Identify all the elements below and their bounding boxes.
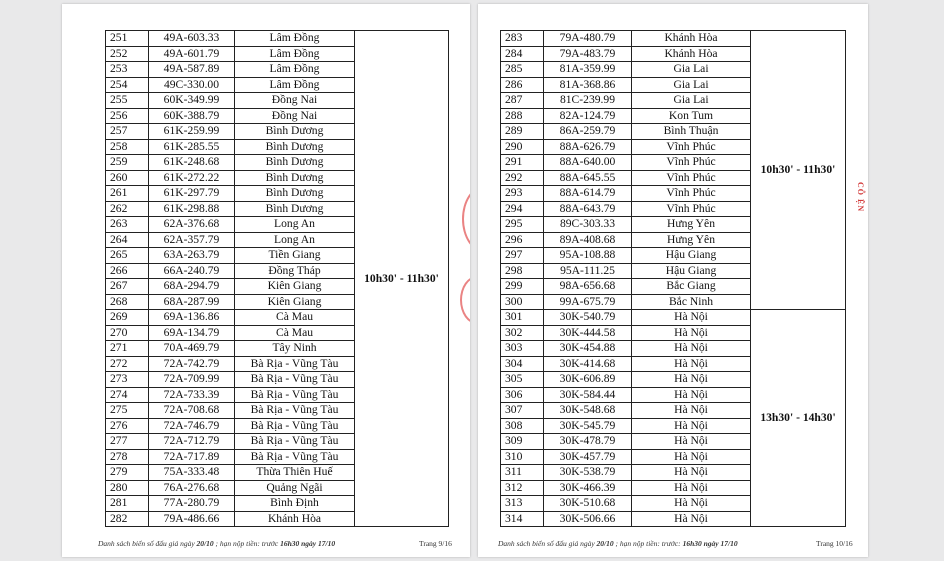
province-name: Vĩnh Phúc [632,201,751,217]
row-number: 301 [501,310,544,326]
province-name: Vĩnh Phúc [632,155,751,171]
province-name: Hà Nội [632,496,751,512]
plate-number: 88A-640.00 [544,155,632,171]
province-name: Hà Nội [632,403,751,419]
row-number: 286 [501,77,544,93]
row-number: 292 [501,170,544,186]
province-name: Bà Rịa - Vũng Tàu [235,403,355,419]
plate-number: 49A-587.89 [149,62,235,78]
row-number: 304 [501,356,544,372]
page-footer-note: Danh sách biển số đấu giá ngày 20/10 ; hạn nộp tiền: trước 16h30 ngày 17/10 [98,539,336,548]
province-name: Hà Nội [632,480,751,496]
plate-number: 89A-408.68 [544,232,632,248]
row-number: 278 [106,449,149,465]
province-name: Đồng Tháp [235,263,355,279]
province-name: Vĩnh Phúc [632,186,751,202]
province-name: Bắc Giang [632,279,751,295]
row-number: 307 [501,403,544,419]
row-number: 306 [501,387,544,403]
province-name: Lâm Đồng [235,46,355,62]
plate-number: 77A-280.79 [149,496,235,512]
page-footer-note: Danh sách biển số đấu giá ngày 20/10 ; hạn nộp tiền: trước: 16h30 ngày 17/10 [498,539,738,548]
province-name: Khánh Hòa [235,511,355,527]
province-name: Lâm Đồng [235,31,355,47]
plate-number: 49A-601.79 [149,46,235,62]
row-number: 312 [501,480,544,496]
province-name: Quảng Ngãi [235,480,355,496]
row-number: 269 [106,310,149,326]
plate-table-left [105,30,449,527]
province-name: Đồng Nai [235,93,355,109]
plate-number: 69A-134.79 [149,325,235,341]
province-name: Gia Lai [632,77,751,93]
province-name: Đồng Nai [235,108,355,124]
row-number: 291 [501,155,544,171]
province-name: Bà Rịa - Vũng Tàu [235,418,355,434]
plate-number: 30K-454.88 [544,341,632,357]
plate-number: 72A-746.79 [149,418,235,434]
plate-number: 62A-357.79 [149,232,235,248]
plate-number: 30K-414.68 [544,356,632,372]
province-name: Cà Mau [235,310,355,326]
row-number: 294 [501,201,544,217]
province-name: Bình Thuận [632,124,751,140]
province-name: Vĩnh Phúc [632,139,751,155]
province-name: Bình Định [235,496,355,512]
row-number: 270 [106,325,149,341]
plate-number: 30K-545.79 [544,418,632,434]
plate-number: 72A-709.99 [149,372,235,388]
row-number: 282 [106,511,149,527]
province-name: Hà Nội [632,418,751,434]
row-number: 260 [106,170,149,186]
province-name: Hà Nội [632,325,751,341]
province-name: Bình Dương [235,124,355,140]
province-name: Hà Nội [632,372,751,388]
row-number: 275 [106,403,149,419]
red-seal-stamp-small [460,276,470,324]
row-number: 253 [106,62,149,78]
table-row [501,310,846,326]
province-name: Bà Rịa - Vũng Tàu [235,356,355,372]
row-number: 281 [106,496,149,512]
plate-number: 30K-506.66 [544,511,632,527]
plate-number: 95A-111.25 [544,263,632,279]
province-name: Bà Rịa - Vũng Tàu [235,387,355,403]
province-name: Hà Nội [632,465,751,481]
row-number: 287 [501,93,544,109]
province-name: Hà Nội [632,341,751,357]
row-number: 257 [106,124,149,140]
row-number: 303 [501,341,544,357]
row-number: 265 [106,248,149,264]
province-name: Kiên Giang [235,294,355,310]
province-name: Thừa Thiên Huế [235,465,355,481]
table-row [501,31,846,47]
row-number: 258 [106,139,149,155]
plate-number: 61K-285.55 [149,139,235,155]
province-name: Hưng Yên [632,232,751,248]
row-number: 259 [106,155,149,171]
plate-number: 30K-548.68 [544,403,632,419]
province-name: Long An [235,217,355,233]
province-name: Long An [235,232,355,248]
row-number: 296 [501,232,544,248]
province-name: Bình Dương [235,139,355,155]
row-number: 256 [106,108,149,124]
province-name: Hậu Giang [632,263,751,279]
plate-number: 66A-240.79 [149,263,235,279]
row-number: 264 [106,232,149,248]
row-number: 252 [106,46,149,62]
row-number: 276 [106,418,149,434]
province-name: Bà Rịa - Vũng Tàu [235,372,355,388]
row-number: 274 [106,387,149,403]
plate-number: 86A-259.79 [544,124,632,140]
province-name: Bà Rịa - Vũng Tàu [235,434,355,450]
province-name: Lâm Đồng [235,62,355,78]
plate-number: 61K-272.22 [149,170,235,186]
row-number: 285 [501,62,544,78]
plate-number: 88A-626.79 [544,139,632,155]
plate-number: 60K-349.99 [149,93,235,109]
plate-number: 72A-712.79 [149,434,235,450]
province-name: Hà Nội [632,434,751,450]
page-number: Trang 9/16 [419,539,452,548]
plate-number: 72A-708.68 [149,403,235,419]
plate-number: 70A-469.79 [149,341,235,357]
province-name: Tây Ninh [235,341,355,357]
plate-number: 81A-359.99 [544,62,632,78]
plate-number: 68A-287.99 [149,294,235,310]
red-stamp-fragment: CÔ ỆN [856,182,865,213]
plate-number: 68A-294.79 [149,279,235,295]
row-number: 302 [501,325,544,341]
plate-number: 88A-645.55 [544,170,632,186]
row-number: 272 [106,356,149,372]
row-number: 299 [501,279,544,295]
plate-number: 61K-297.79 [149,186,235,202]
province-name: Bình Dương [235,201,355,217]
row-number: 298 [501,263,544,279]
plate-number: 30K-584.44 [544,387,632,403]
row-number: 310 [501,449,544,465]
row-number: 308 [501,418,544,434]
row-number: 261 [106,186,149,202]
row-number: 251 [106,31,149,47]
province-name: Vĩnh Phúc [632,170,751,186]
plate-number: 88A-643.79 [544,201,632,217]
province-name: Hưng Yên [632,217,751,233]
row-number: 284 [501,46,544,62]
province-name: Hà Nội [632,387,751,403]
province-name: Bình Dương [235,155,355,171]
plate-number: 81A-368.86 [544,77,632,93]
document-page-right [478,4,868,557]
row-number: 283 [501,31,544,47]
plate-number: 30K-538.79 [544,465,632,481]
red-seal-stamp [462,186,470,252]
plate-number: 88A-614.79 [544,186,632,202]
row-number: 262 [106,201,149,217]
table-row [106,31,449,47]
row-number: 266 [106,263,149,279]
plate-number: 30K-606.89 [544,372,632,388]
province-name: Kon Tum [632,108,751,124]
province-name: Lâm Đồng [235,77,355,93]
document-page-left [62,4,470,557]
plate-number: 76A-276.68 [149,480,235,496]
auction-time-slot: 10h30' - 11h30' [355,31,449,527]
plate-number: 49C-330.00 [149,77,235,93]
plate-number: 63A-263.79 [149,248,235,264]
row-number: 290 [501,139,544,155]
row-number: 289 [501,124,544,140]
plate-number: 79A-483.79 [544,46,632,62]
row-number: 255 [106,93,149,109]
plate-number: 49A-603.33 [149,31,235,47]
row-number: 267 [106,279,149,295]
row-number: 300 [501,294,544,310]
plate-number: 69A-136.86 [149,310,235,326]
plate-number: 79A-480.79 [544,31,632,47]
plate-number: 95A-108.88 [544,248,632,264]
province-name: Khánh Hòa [632,46,751,62]
province-name: Hà Nội [632,449,751,465]
row-number: 254 [106,77,149,93]
province-name: Bắc Ninh [632,294,751,310]
row-number: 277 [106,434,149,450]
plate-number: 81C-239.99 [544,93,632,109]
plate-number: 72A-733.39 [149,387,235,403]
plate-number: 30K-540.79 [544,310,632,326]
row-number: 263 [106,217,149,233]
row-number: 279 [106,465,149,481]
plate-number: 89C-303.33 [544,217,632,233]
row-number: 314 [501,511,544,527]
page-number: Trang 10/16 [816,539,853,548]
plate-number: 30K-457.79 [544,449,632,465]
province-name: Cà Mau [235,325,355,341]
plate-table-right [500,30,846,527]
plate-number: 72A-717.89 [149,449,235,465]
province-name: Gia Lai [632,62,751,78]
row-number: 271 [106,341,149,357]
province-name: Hà Nội [632,511,751,527]
plate-number: 30K-466.39 [544,480,632,496]
plate-number: 30K-510.68 [544,496,632,512]
row-number: 268 [106,294,149,310]
province-name: Khánh Hòa [632,31,751,47]
row-number: 309 [501,434,544,450]
province-name: Hà Nội [632,310,751,326]
plate-number: 61K-259.99 [149,124,235,140]
province-name: Hậu Giang [632,248,751,264]
row-number: 295 [501,217,544,233]
province-name: Hà Nội [632,356,751,372]
plate-number: 61K-248.68 [149,155,235,171]
row-number: 280 [106,480,149,496]
plate-number: 72A-742.79 [149,356,235,372]
row-number: 305 [501,372,544,388]
row-number: 297 [501,248,544,264]
province-name: Gia Lai [632,93,751,109]
row-number: 311 [501,465,544,481]
province-name: Bà Rịa - Vũng Tàu [235,449,355,465]
province-name: Tiền Giang [235,248,355,264]
auction-time-slot: 10h30' - 11h30' [751,31,846,310]
row-number: 313 [501,496,544,512]
province-name: Bình Dương [235,186,355,202]
plate-number: 30K-444.58 [544,325,632,341]
plate-number: 79A-486.66 [149,511,235,527]
auction-time-slot: 13h30' - 14h30' [751,310,846,527]
plate-number: 60K-388.79 [149,108,235,124]
row-number: 273 [106,372,149,388]
province-name: Bình Dương [235,170,355,186]
plate-number: 82A-124.79 [544,108,632,124]
plate-number: 30K-478.79 [544,434,632,450]
row-number: 293 [501,186,544,202]
row-number: 288 [501,108,544,124]
plate-number: 99A-675.79 [544,294,632,310]
province-name: Kiên Giang [235,279,355,295]
plate-number: 62A-376.68 [149,217,235,233]
plate-number: 98A-656.68 [544,279,632,295]
plate-number: 61K-298.88 [149,201,235,217]
plate-number: 75A-333.48 [149,465,235,481]
